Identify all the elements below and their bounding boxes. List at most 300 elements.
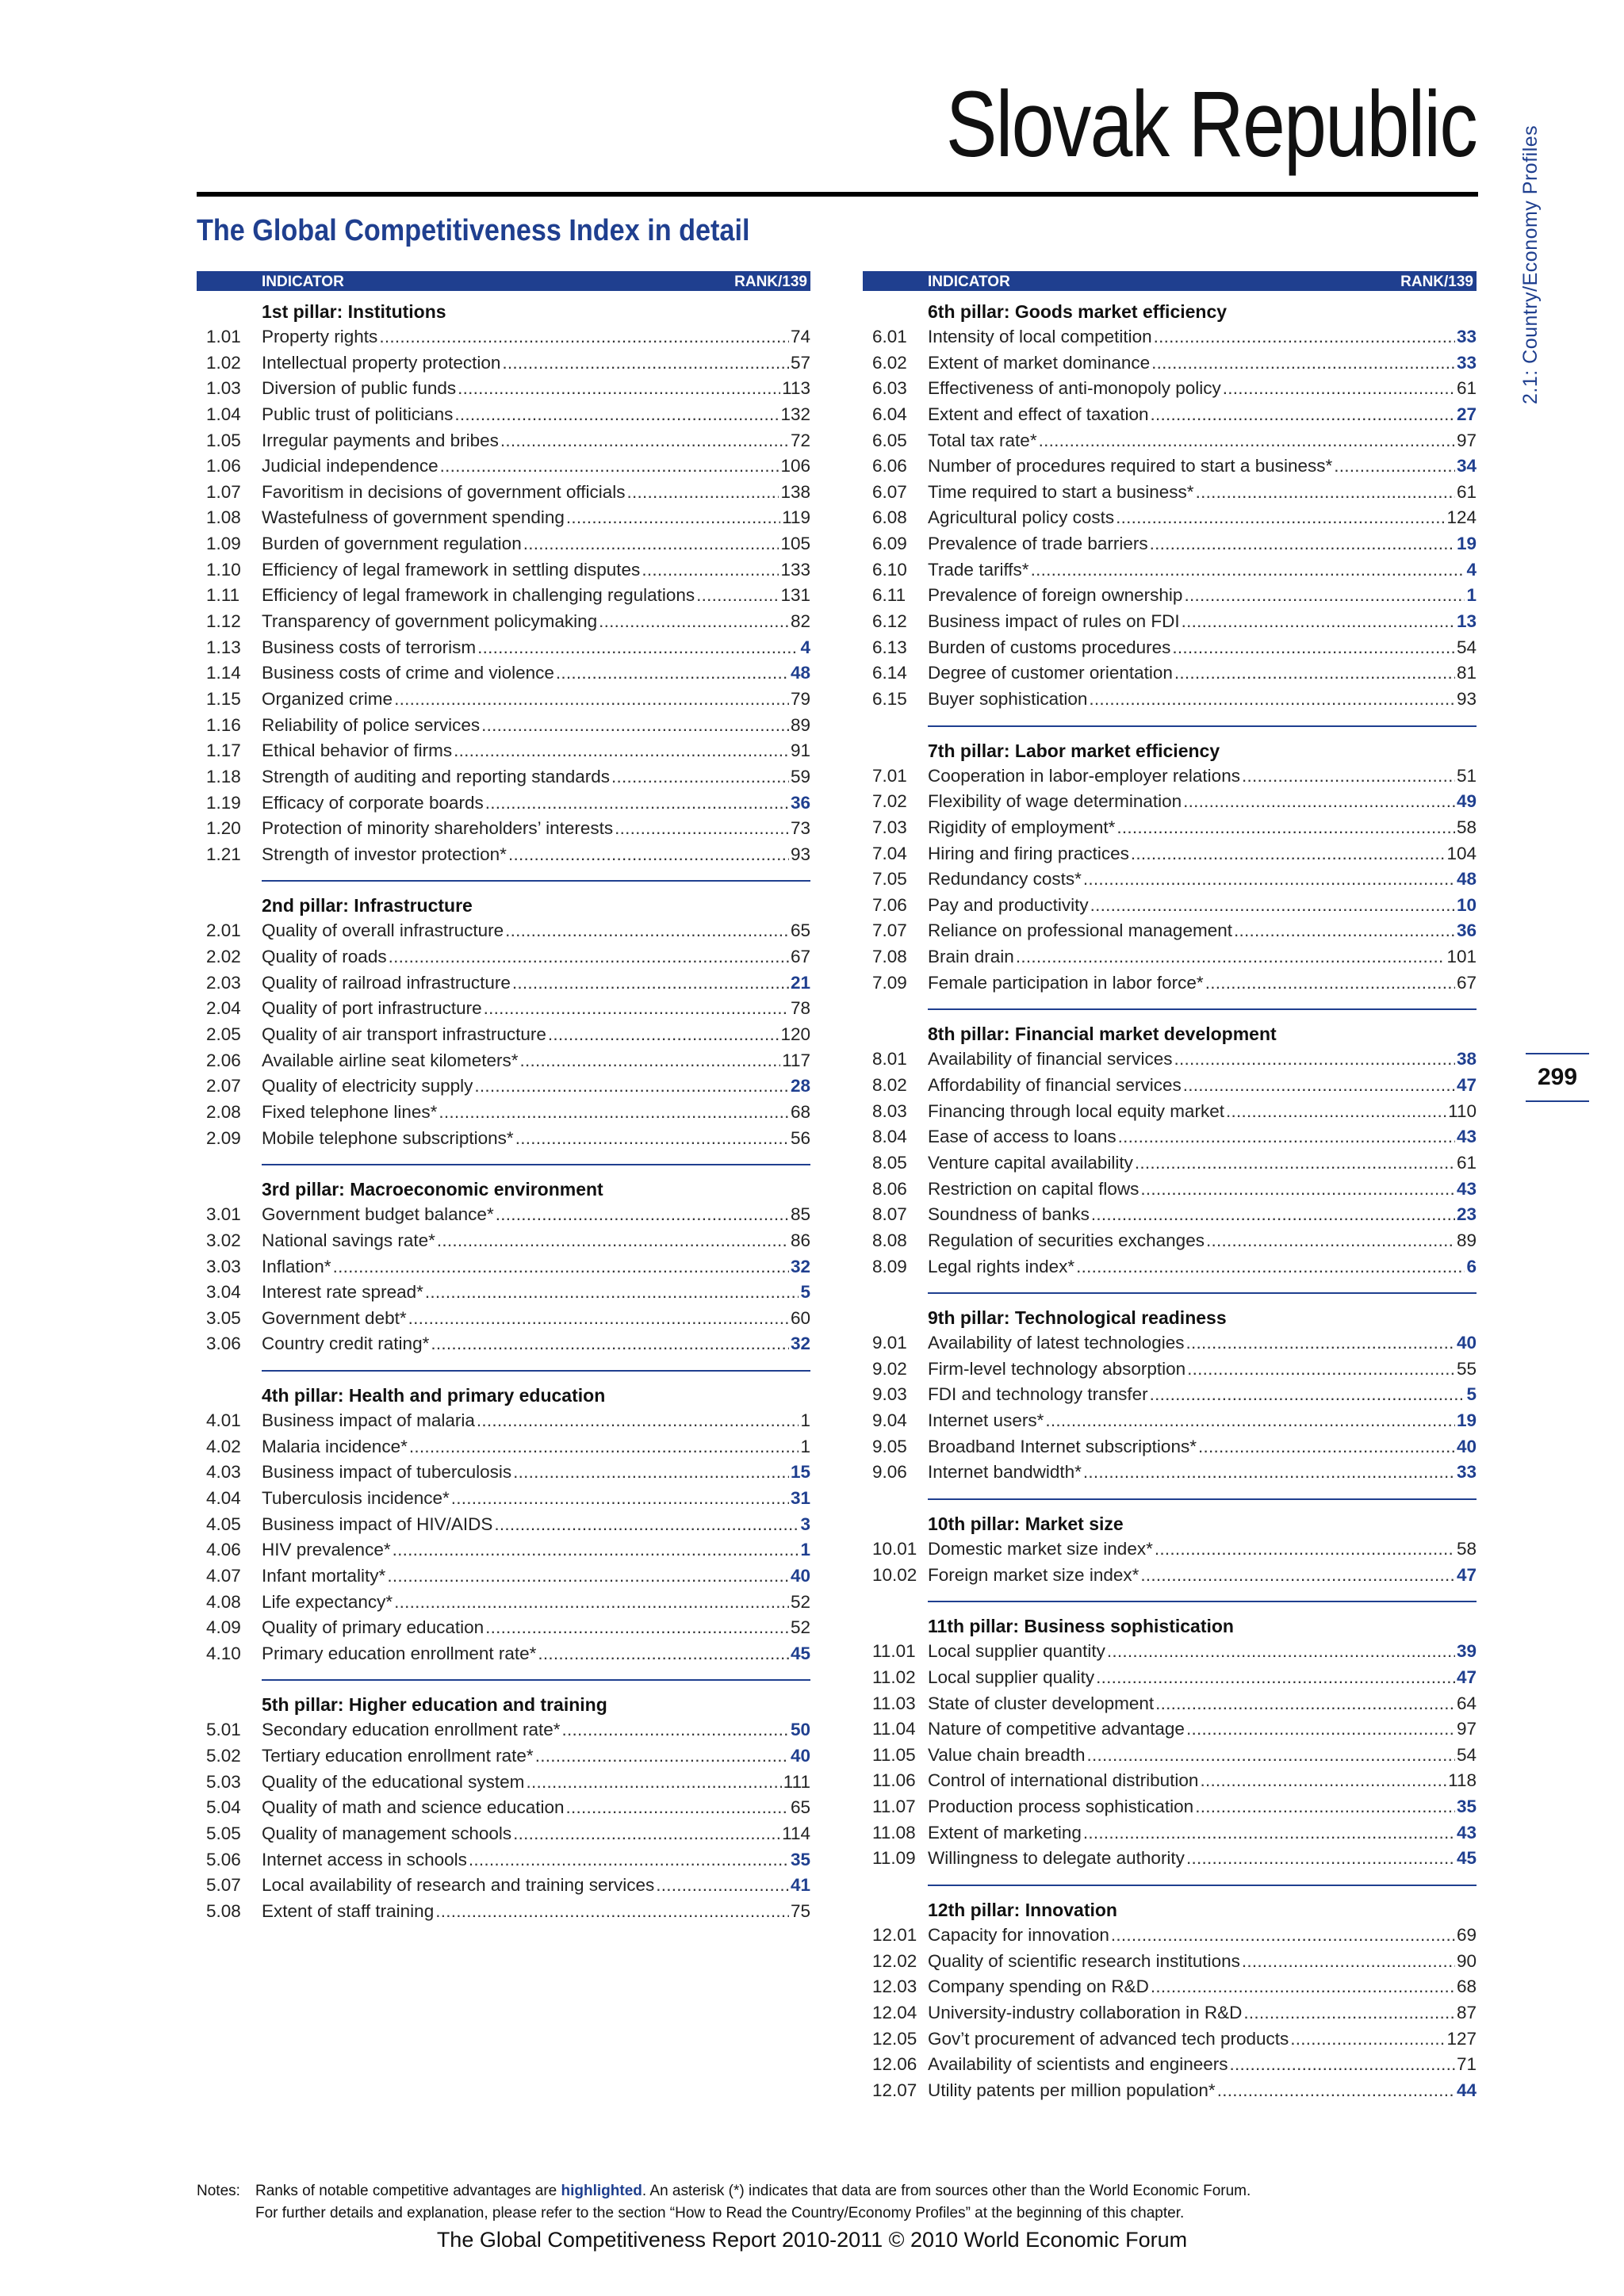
dot-leader xyxy=(469,1847,789,1873)
dot-leader xyxy=(1187,1357,1455,1383)
rank-highlighted: 48 xyxy=(1456,869,1477,890)
dot-leader xyxy=(565,1795,788,1821)
pillar-section xyxy=(197,1679,810,1924)
indicator-row xyxy=(863,918,1477,944)
rank-value: 58 xyxy=(1456,1538,1477,1559)
indicator-row xyxy=(197,1821,810,1847)
indicator-code: 4.09 xyxy=(206,1617,241,1638)
indicator-row xyxy=(197,1899,810,1925)
indicator-label: Extent of marketing xyxy=(928,1822,1082,1843)
dot-leader xyxy=(1226,1099,1446,1125)
indicator-label: Burden of customs procedures xyxy=(928,637,1171,657)
indicator-label: Prevalence of trade barriers xyxy=(928,534,1148,554)
rank-value: 124 xyxy=(1446,507,1477,528)
dot-leader xyxy=(538,1641,789,1667)
indicator-code: 6.02 xyxy=(872,352,907,373)
indicator-row xyxy=(197,1537,810,1563)
dot-leader xyxy=(696,583,779,609)
indicator-row xyxy=(863,505,1477,531)
indicator-row xyxy=(197,944,810,970)
indicator-label: Prevalence of foreign ownership xyxy=(928,585,1183,606)
rank-value: 68 xyxy=(1456,1976,1477,1997)
rank-header: RANK/139 xyxy=(734,274,807,290)
indicator-code: 3.04 xyxy=(206,1282,241,1303)
pillar-divider xyxy=(928,725,1477,727)
dot-leader xyxy=(611,764,789,790)
pillar-title: 2nd pillar: Infrastructure xyxy=(262,895,473,916)
dot-leader xyxy=(1091,1202,1455,1228)
page-number: 299 xyxy=(1526,1053,1589,1102)
indicator-label: Tertiary education enrollment rate* xyxy=(262,1746,534,1766)
indicator-label: Quality of air transport infrastructure xyxy=(262,1024,546,1045)
rank-value: 54 xyxy=(1456,637,1477,657)
indicator-label: Internet access in schools xyxy=(262,1849,467,1869)
rank-highlighted: 41 xyxy=(790,1875,810,1896)
pillar-title: 9th pillar: Technological readiness xyxy=(928,1307,1227,1329)
indicator-row xyxy=(197,738,810,764)
indicator-label: Pay and productivity xyxy=(928,894,1089,915)
rank-highlighted: 50 xyxy=(790,1720,810,1740)
indicator-code: 5.04 xyxy=(206,1797,241,1818)
indicator-row xyxy=(863,1177,1477,1203)
indicator-row xyxy=(197,635,810,661)
indicator-row xyxy=(863,944,1477,970)
indicator-row xyxy=(197,1615,810,1641)
indicator-code: 4.03 xyxy=(206,1462,241,1483)
rank-value: 59 xyxy=(790,766,810,786)
rank-value: 81 xyxy=(1456,663,1477,683)
rank-highlighted: 45 xyxy=(790,1643,810,1663)
rank-highlighted: 35 xyxy=(790,1849,810,1869)
indicator-code: 9.01 xyxy=(872,1333,907,1353)
dot-leader xyxy=(566,505,780,531)
rank-highlighted: 44 xyxy=(1456,2080,1477,2100)
dot-leader xyxy=(408,1306,789,1332)
dot-leader xyxy=(485,790,789,817)
dot-leader xyxy=(1155,1536,1455,1563)
pillar-title: 10th pillar: Market size xyxy=(928,1513,1124,1534)
indicator-row xyxy=(197,402,810,428)
indicator-code: 2.06 xyxy=(206,1050,241,1070)
rank-value: 138 xyxy=(780,481,810,502)
rank-value: 1 xyxy=(800,1410,810,1431)
indicator-code: 10.01 xyxy=(872,1538,917,1559)
indicator-row xyxy=(863,1099,1477,1125)
dot-leader xyxy=(474,1073,789,1100)
indicator-row xyxy=(863,1665,1477,1691)
indicator-code: 12.07 xyxy=(872,2080,917,2100)
dot-leader xyxy=(505,918,789,944)
indicator-row xyxy=(863,841,1477,867)
rank-value: 131 xyxy=(780,585,810,606)
rank-highlighted: 35 xyxy=(1456,1797,1477,1817)
indicator-label: Reliance on professional management xyxy=(928,920,1232,941)
indicator-code: 1.09 xyxy=(206,534,241,554)
dot-leader xyxy=(599,609,789,635)
rank-value: 93 xyxy=(790,844,810,864)
dot-leader xyxy=(1182,609,1455,635)
indicator-code: 3.01 xyxy=(206,1204,241,1225)
indicator-code: 5.01 xyxy=(206,1720,241,1740)
right-column-body xyxy=(863,299,1477,2104)
dot-leader xyxy=(1135,1150,1455,1177)
dot-leader xyxy=(451,1486,789,1512)
indicator-code: 8.01 xyxy=(872,1049,907,1070)
indicator-code: 11.06 xyxy=(872,1770,916,1791)
indicator-row xyxy=(863,970,1477,997)
indicator-row xyxy=(863,1949,1477,1975)
indicator-label: Tuberculosis incidence* xyxy=(262,1487,450,1508)
indicator-code: 12.05 xyxy=(872,2028,917,2049)
indicator-code: 9.04 xyxy=(872,1410,907,1431)
indicator-label: Business impact of tuberculosis xyxy=(262,1462,512,1483)
rank-highlighted: 27 xyxy=(1456,404,1477,424)
rank-value: 93 xyxy=(1456,688,1477,709)
indicator-label: Restriction on capital flows xyxy=(928,1178,1139,1199)
indicator-code: 8.04 xyxy=(872,1127,907,1147)
pillar-title: 11th pillar: Business sophistication xyxy=(928,1616,1234,1637)
indicator-row xyxy=(863,1974,1477,2000)
rank-value: 64 xyxy=(1456,1693,1477,1713)
dot-leader xyxy=(393,1537,799,1563)
indicator-row xyxy=(197,1408,810,1434)
indicator-code: 1.04 xyxy=(206,404,241,424)
indicator-label: Time required to start a business* xyxy=(928,481,1194,502)
dot-leader xyxy=(394,687,789,713)
indicator-label: Efficiency of legal framework in settling disputes xyxy=(262,559,641,580)
right-indicator-column xyxy=(863,271,1477,2104)
indicator-label: Quality of scientific research institutions xyxy=(928,1950,1240,1971)
indicator-label: Burden of government regulation xyxy=(262,534,522,554)
notes-highlight-word: highlighted xyxy=(561,2183,642,2199)
indicator-code: 1.16 xyxy=(206,714,241,735)
rank-value: 65 xyxy=(790,920,810,941)
indicator-label: Effectiveness of anti-monopoly policy xyxy=(928,378,1221,399)
dot-leader xyxy=(485,1615,789,1641)
indicator-label: Domestic market size index* xyxy=(928,1538,1153,1559)
indicator-row xyxy=(863,789,1477,815)
indicator-row xyxy=(863,428,1477,454)
indicator-label: Extent of market dominance xyxy=(928,352,1151,373)
indicator-row xyxy=(197,1073,810,1100)
indicator-code: 8.07 xyxy=(872,1204,907,1225)
indicator-row xyxy=(863,2052,1477,2078)
rank-highlighted: 40 xyxy=(1456,1333,1477,1353)
title-rule xyxy=(197,192,1478,197)
indicator-code: 1.08 xyxy=(206,507,241,528)
indicator-row xyxy=(863,1716,1477,1743)
dot-leader xyxy=(1116,815,1455,841)
dot-leader xyxy=(477,1408,799,1434)
indicator-row xyxy=(197,918,810,944)
indicator-row xyxy=(863,1408,1477,1434)
pillar-title: 7th pillar: Labor market efficiency xyxy=(928,740,1220,761)
rank-highlighted: 5 xyxy=(1466,1384,1477,1405)
dot-leader xyxy=(1076,1254,1465,1280)
dot-leader xyxy=(515,1126,789,1152)
rank-value: 75 xyxy=(790,1900,810,1921)
indicator-label: Intellectual property protection xyxy=(262,352,501,373)
indicator-label: Regulation of securities exchanges xyxy=(928,1230,1205,1250)
indicator-code: 2.03 xyxy=(206,972,241,993)
indicator-label: Buyer sophistication xyxy=(928,688,1088,709)
pillar-section xyxy=(863,1008,1477,1280)
indicator-label: Efficiency of legal framework in challenging regulations xyxy=(262,585,695,606)
rank-value: 90 xyxy=(1456,1950,1477,1971)
indicator-label: Production process sophistication xyxy=(928,1797,1194,1817)
indicator-label: Country credit rating* xyxy=(262,1334,430,1354)
indicator-label: Extent of staff training xyxy=(262,1900,435,1921)
indicator-row xyxy=(863,1768,1477,1794)
pillar-divider xyxy=(262,880,810,882)
dot-leader xyxy=(1118,1124,1455,1150)
indicator-code: 3.06 xyxy=(206,1334,241,1354)
indicator-label: Ethical behavior of firms xyxy=(262,740,453,761)
indicator-code: 8.03 xyxy=(872,1100,907,1121)
indicator-row xyxy=(863,1536,1477,1563)
indicator-code: 11.03 xyxy=(872,1693,916,1713)
pillar-section xyxy=(197,1164,810,1357)
dot-leader xyxy=(440,453,779,480)
indicator-row xyxy=(863,635,1477,661)
indicator-label: Hiring and firing practices xyxy=(928,843,1129,863)
indicator-code: 5.08 xyxy=(206,1900,241,1921)
indicator-code: 8.06 xyxy=(872,1178,907,1199)
rank-value: 68 xyxy=(790,1101,810,1122)
dot-leader xyxy=(1186,1330,1455,1357)
indicator-label: Judicial independence xyxy=(262,456,439,476)
rank-value: 54 xyxy=(1456,1744,1477,1765)
rank-highlighted: 43 xyxy=(1456,1822,1477,1843)
indicator-label: Number of procedures required to start a business* xyxy=(928,456,1333,476)
rank-highlighted: 32 xyxy=(790,1256,810,1276)
indicator-code: 1.17 xyxy=(206,740,241,761)
indicator-row xyxy=(197,1873,810,1899)
indicator-code: 4.10 xyxy=(206,1643,241,1663)
indicator-label: Quality of roads xyxy=(262,947,387,967)
rank-highlighted: 39 xyxy=(1456,1641,1477,1662)
rank-value: 56 xyxy=(790,1127,810,1148)
indicator-label: Property rights xyxy=(262,327,378,346)
rank-value: 86 xyxy=(790,1230,810,1250)
dot-leader xyxy=(1083,1820,1455,1846)
dot-leader xyxy=(1183,789,1455,815)
indicator-code: 6.14 xyxy=(872,663,907,683)
indicator-code: 1.14 xyxy=(206,663,241,683)
indicator-code: 9.02 xyxy=(872,1358,907,1379)
section-subtitle: The Global Competitiveness Index in detail xyxy=(197,214,750,247)
indicator-row xyxy=(863,1923,1477,1949)
indicator-code: 6.15 xyxy=(872,688,907,709)
indicator-label: Government budget balance* xyxy=(262,1204,494,1225)
indicator-row xyxy=(863,2000,1477,2026)
pillar-section xyxy=(863,1601,1477,1872)
dot-leader xyxy=(1107,1639,1455,1665)
indicator-code: 12.04 xyxy=(872,2002,917,2022)
rank-highlighted: 31 xyxy=(790,1487,810,1508)
indicator-row xyxy=(863,1639,1477,1665)
indicator-label: Strength of auditing and reporting standards xyxy=(262,766,611,786)
rank-value: 97 xyxy=(1456,1719,1477,1739)
dot-leader xyxy=(1131,841,1446,867)
indicator-row xyxy=(197,1743,810,1770)
indicator-label: Quality of management schools xyxy=(262,1823,512,1844)
indicator-code: 8.09 xyxy=(872,1256,907,1276)
pillar-section xyxy=(863,1498,1477,1588)
indicator-row xyxy=(197,1048,810,1074)
indicator-code: 1.01 xyxy=(206,327,241,346)
dot-leader xyxy=(1016,944,1446,970)
indicator-row xyxy=(197,350,810,377)
side-section-text: 2.1: Country/Economy Profiles xyxy=(1519,124,1542,404)
indicator-label: Foreign market size index* xyxy=(928,1564,1139,1585)
indicator-row xyxy=(197,996,810,1022)
indicator-row xyxy=(863,687,1477,713)
rank-value: 89 xyxy=(1456,1230,1477,1250)
pillar-title: 5th pillar: Higher education and training xyxy=(262,1694,607,1716)
indicator-row xyxy=(863,1047,1477,1073)
notes-lead: Notes: xyxy=(197,2183,240,2199)
indicator-code: 1.06 xyxy=(206,456,241,476)
dot-leader xyxy=(1234,918,1455,944)
indicator-row xyxy=(197,764,810,790)
indicator-label: Irregular payments and bribes xyxy=(262,430,499,450)
rank-value: 69 xyxy=(1456,1925,1477,1946)
indicator-code: 4.05 xyxy=(206,1513,241,1534)
dot-leader xyxy=(1172,635,1455,661)
rank-value: 52 xyxy=(790,1617,810,1638)
indicator-code: 6.11 xyxy=(872,585,906,606)
rank-highlighted: 23 xyxy=(1456,1204,1477,1225)
indicator-code: 2.04 xyxy=(206,998,241,1019)
dot-leader xyxy=(1083,867,1455,893)
indicator-label: Internet users* xyxy=(928,1410,1044,1431)
rank-value: 106 xyxy=(780,456,810,476)
indicator-label: Quality of the educational system xyxy=(262,1771,525,1792)
indicator-row xyxy=(197,970,810,997)
indicator-label: Wastefulness of government spending xyxy=(262,507,565,528)
indicator-row xyxy=(197,1126,810,1152)
indicator-code: 6.08 xyxy=(872,507,907,528)
indicator-label: Legal rights index* xyxy=(928,1256,1075,1276)
indicator-label: Business costs of terrorism xyxy=(262,637,477,657)
indicator-label: Broadband Internet subscriptions* xyxy=(928,1436,1197,1456)
dot-leader xyxy=(1196,480,1455,506)
dot-leader xyxy=(1205,970,1455,997)
indicator-code: 2.09 xyxy=(206,1127,241,1148)
indicator-label: Availability of latest technologies xyxy=(928,1333,1185,1353)
indicator-code: 7.05 xyxy=(872,869,907,890)
indicator-label: Soundness of banks xyxy=(928,1204,1090,1225)
indicator-label: Control of international distribution xyxy=(928,1770,1199,1791)
indicator-code: 3.05 xyxy=(206,1307,241,1328)
indicator-code: 4.07 xyxy=(206,1565,241,1586)
indicator-row xyxy=(863,557,1477,584)
indicator-label: Government debt* xyxy=(262,1307,407,1328)
rank-header: RANK/139 xyxy=(1400,274,1473,290)
dot-leader xyxy=(333,1254,789,1280)
indicator-row xyxy=(863,1820,1477,1846)
indicator-row xyxy=(863,815,1477,841)
dot-leader xyxy=(1031,557,1465,584)
indicator-code: 6.09 xyxy=(872,534,907,554)
indicator-row xyxy=(197,376,810,402)
indicator-row xyxy=(197,1590,810,1616)
indicator-row xyxy=(863,1330,1477,1357)
rank-value: 118 xyxy=(1448,1770,1477,1791)
indicator-label: Interest rate spread* xyxy=(262,1282,423,1303)
indicator-code: 8.02 xyxy=(872,1075,907,1096)
dot-leader xyxy=(556,660,789,687)
dot-leader xyxy=(454,402,779,428)
rank-value: 101 xyxy=(1446,947,1477,967)
indicator-row xyxy=(863,1228,1477,1254)
indicator-label: FDI and technology transfer xyxy=(928,1384,1148,1405)
notes-line-2: For further details and explanation, please refer to the section “How to Read the Country/Economy Profiles” at the beginning of this chapter. xyxy=(255,2205,1185,2221)
indicator-code: 4.02 xyxy=(206,1436,241,1456)
indicator-row xyxy=(197,790,810,817)
indicator-label: Gov’t procurement of advanced tech products xyxy=(928,2028,1289,2049)
rank-highlighted: 43 xyxy=(1456,1127,1477,1147)
indicator-row xyxy=(197,453,810,480)
indicator-row xyxy=(197,428,810,454)
indicator-code: 1.21 xyxy=(206,844,241,864)
indicator-code: 3.02 xyxy=(206,1230,241,1250)
indicator-code: 1.18 xyxy=(206,766,241,786)
indicator-label: Quality of overall infrastructure xyxy=(262,920,504,941)
indicator-code: 7.04 xyxy=(872,843,907,863)
left-indicator-column xyxy=(197,271,810,1925)
dot-leader xyxy=(409,1434,799,1460)
dot-leader xyxy=(1116,505,1445,531)
indicator-row xyxy=(863,660,1477,687)
indicator-label: Business impact of HIV/AIDS xyxy=(262,1513,493,1534)
pillar-title: 6th pillar: Goods market efficiency xyxy=(928,301,1228,322)
indicator-row xyxy=(863,324,1477,350)
indicator-code: 9.06 xyxy=(872,1462,907,1483)
dot-leader xyxy=(1096,1665,1455,1691)
rank-value: 133 xyxy=(780,559,810,580)
indicator-label: Local supplier quantity xyxy=(928,1641,1105,1662)
indicator-label: Capacity for innovation xyxy=(928,1925,1109,1946)
indicator-code: 6.01 xyxy=(872,327,907,346)
indicator-code: 1.07 xyxy=(206,481,241,502)
rank-highlighted: 32 xyxy=(790,1334,810,1354)
rank-highlighted: 28 xyxy=(790,1076,810,1096)
rank-value: 51 xyxy=(1456,765,1477,786)
indicator-label: Internet bandwidth* xyxy=(928,1462,1082,1483)
indicator-code: 11.02 xyxy=(872,1667,916,1687)
dot-leader xyxy=(526,1770,781,1796)
rank-value: 79 xyxy=(790,688,810,709)
rank-highlighted: 40 xyxy=(790,1746,810,1766)
indicator-code: 1.12 xyxy=(206,611,241,632)
indicator-code: 5.02 xyxy=(206,1746,241,1766)
pillar-divider xyxy=(928,1498,1477,1500)
indicator-label: Local availability of research and training services xyxy=(262,1875,655,1896)
indicator-row xyxy=(863,531,1477,557)
indicator-code: 7.03 xyxy=(872,817,907,837)
dot-leader xyxy=(1090,893,1455,919)
dot-leader xyxy=(484,996,789,1022)
indicator-row xyxy=(197,1228,810,1254)
pillar-title: 8th pillar: Financial market development xyxy=(928,1024,1277,1045)
pillar-section xyxy=(863,1292,1477,1486)
dot-leader xyxy=(1186,1716,1455,1743)
rank-highlighted: 3 xyxy=(800,1513,810,1534)
rank-value: 1 xyxy=(800,1436,810,1456)
dot-leader xyxy=(1151,1974,1455,2000)
